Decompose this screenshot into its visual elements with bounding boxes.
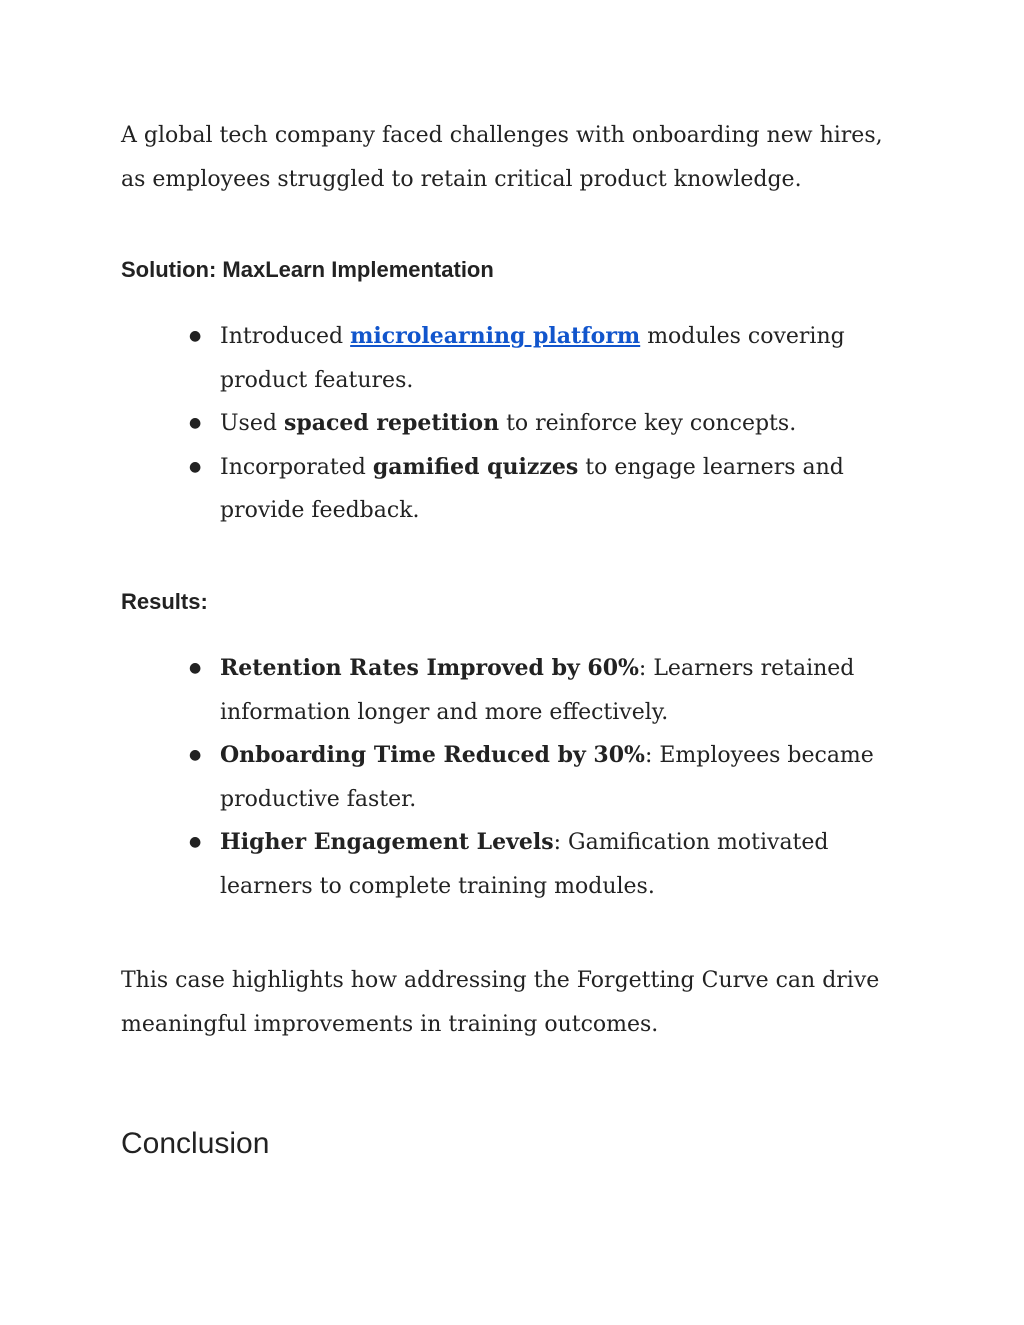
list-item-emphasis: gamified quizzes bbox=[372, 453, 579, 480]
list-item-suffix: : Gamification motivated learners to complete training modules. bbox=[220, 830, 829, 899]
list-item bbox=[0, 821, 1024, 908]
conclusion-heading: Conclusion bbox=[121, 1127, 270, 1160]
list-item-suffix: to engage learners and provide feedback. bbox=[220, 454, 844, 523]
results-heading: Results: bbox=[121, 589, 208, 614]
bullet-icon: ● bbox=[189, 415, 202, 431]
list-item bbox=[0, 647, 1024, 734]
list-item-suffix: to reinforce key concepts. bbox=[499, 411, 797, 436]
list-item bbox=[0, 734, 1024, 821]
bullet-icon: ● bbox=[189, 747, 202, 763]
results-list bbox=[0, 647, 1024, 908]
list-item-suffix: : Learners retained information longer and more effectively. bbox=[220, 656, 855, 725]
solution-list bbox=[0, 315, 1024, 533]
list-item bbox=[0, 402, 1024, 446]
bullet-icon: ● bbox=[189, 458, 202, 475]
closing-paragraph: This case highlights how addressing the Forgetting Curve can drive meaningful improvements in training outcomes. bbox=[121, 968, 880, 1037]
bullet-icon: ● bbox=[189, 328, 202, 344]
list-item-prefix: Incorporated bbox=[220, 454, 373, 480]
list-item-emphasis: Onboarding Time Reduced by 30% bbox=[220, 742, 645, 768]
microlearning-platform-link[interactable]: microlearning platform bbox=[350, 323, 641, 349]
list-item-emphasis: Retention Rates Improved by 60% bbox=[220, 655, 639, 681]
solution-heading: Solution: MaxLearn Implementation bbox=[121, 257, 494, 282]
list-item-emphasis: Higher Engagement Levels bbox=[220, 829, 554, 855]
intro-paragraph: A global tech company faced challenges with onboarding new hires, as employees struggled to retain critical product knowledge. bbox=[121, 123, 883, 192]
list-item bbox=[0, 315, 1024, 402]
bullet-icon: ● bbox=[189, 660, 202, 676]
list-item-prefix: Used bbox=[220, 411, 284, 436]
bullet-icon: ● bbox=[189, 834, 202, 850]
list-item-emphasis: spaced repetition bbox=[283, 410, 500, 436]
list-item bbox=[0, 446, 1024, 533]
list-item-suffix: : Employees became productive faster. bbox=[220, 743, 874, 812]
list-item-suffix: modules covering product features. bbox=[220, 324, 845, 393]
list-item-prefix: Introduced bbox=[220, 324, 351, 349]
